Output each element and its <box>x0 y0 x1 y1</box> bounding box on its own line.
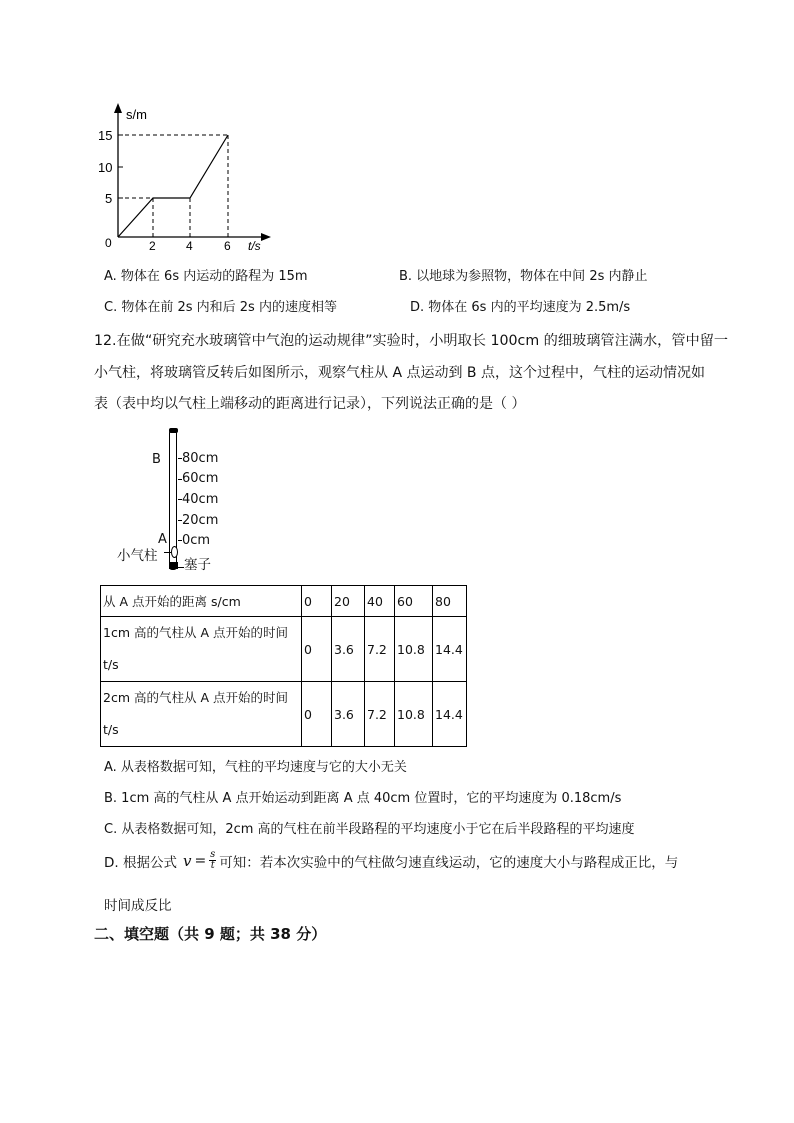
header-2cm-line2: t/s <box>103 722 119 737</box>
point-a-label: A <box>158 532 167 547</box>
mark-60cm: 60cm <box>182 471 219 486</box>
q11-option-a[interactable]: A. 物体在 6s 内运动的路程为 15m <box>104 269 308 284</box>
bubble <box>171 546 178 558</box>
table-cell: 10.8 <box>395 617 433 682</box>
formula-v: v <box>182 851 192 870</box>
table-header-1cm <box>101 617 302 682</box>
x-tick-label-2: 2 <box>149 239 156 253</box>
formula <box>183 850 216 871</box>
table-cell: 3.6 <box>332 682 365 747</box>
table-row-distance <box>101 586 467 617</box>
section-title: 二、填空题（共 9 题；共 38 分） <box>94 925 327 943</box>
table-cell: 10.8 <box>395 682 433 747</box>
q11-option-d[interactable]: D. 物体在 6s 内的平均速度为 2.5m/s <box>410 300 631 315</box>
tube-diagram <box>110 428 240 578</box>
table-header-2cm <box>101 682 302 747</box>
formula-numerator: s <box>210 849 216 860</box>
table-cell: 0 <box>302 586 332 617</box>
header-1cm-line1: 1cm 高的气柱从 A 点开始的时间 <box>103 625 288 640</box>
q12-option-d-line2: 时间成反比 <box>104 898 172 914</box>
x-axis-arrow <box>261 233 271 241</box>
q12-stem-line3: 表（表中均以气柱上端移动的距离进行记录），下列说法正确的是（ ） <box>94 396 526 412</box>
x-axis-label: t/s <box>248 239 261 253</box>
table-cell: 14.4 <box>433 617 467 682</box>
origin-label: 0 <box>105 236 112 250</box>
y-tick-label-15: 15 <box>98 128 113 143</box>
q12-stem-line2: 小气柱，将玻璃管反转后如图所示，观察气柱从 A 点运动到 B 点，这个过程中，气柱的运动情况如 <box>94 365 705 381</box>
table-cell: 40 <box>365 586 395 617</box>
table-cell: 3.6 <box>332 617 365 682</box>
x-tick-label-6: 6 <box>224 239 231 253</box>
q12-option-c[interactable]: C. 从表格数据可知，2cm 高的气柱在前半段路程的平均速度小于它在后半段路程的平均速度 <box>104 822 635 837</box>
table-row-1cm <box>101 617 467 682</box>
stopper-label: 塞子 <box>184 557 211 573</box>
option-d-prefix: D. 根据公式 <box>104 854 177 871</box>
y-tick-label-5: 5 <box>105 191 113 206</box>
bubble-label: 小气柱 <box>117 548 158 564</box>
bubble-data-table <box>100 585 467 747</box>
table-cell: 0 <box>302 617 332 682</box>
table-cell: 60 <box>395 586 433 617</box>
formula-fraction <box>209 850 216 871</box>
header-1cm-line2: t/s <box>103 657 119 672</box>
tube-top-cap <box>169 428 178 433</box>
q11-option-c[interactable]: C. 物体在前 2s 内和后 2s 内的速度相等 <box>104 300 337 315</box>
q12-stem-line1: 12.在做“研究充水玻璃管中气泡的运动规律”实验时，小明取长 100cm 的细玻璃管注满水，管中留一 <box>94 333 729 349</box>
formula-eq: = <box>194 852 207 869</box>
s-t-line <box>118 135 228 237</box>
table-row-2cm <box>101 682 467 747</box>
stopper <box>169 562 178 569</box>
mark-80cm: 80cm <box>182 451 219 466</box>
q11-option-b[interactable]: B. 以地球为参照物，物体在中间 2s 内静止 <box>399 269 648 284</box>
table-cell: 14.4 <box>433 682 467 747</box>
s-t-graph <box>95 95 285 260</box>
mark-20cm: 20cm <box>182 513 219 528</box>
y-axis-arrow <box>114 103 122 113</box>
mark-40cm: 40cm <box>182 492 219 507</box>
mark-0cm: 0cm <box>182 533 211 548</box>
table-cell: 7.2 <box>365 617 395 682</box>
table-cell: 20 <box>332 586 365 617</box>
y-axis-label: s/m <box>126 107 147 122</box>
formula-denominator: t <box>210 860 215 871</box>
table-cell: 7.2 <box>365 682 395 747</box>
table-cell: 80 <box>433 586 467 617</box>
x-tick-label-4: 4 <box>186 239 193 253</box>
header-2cm-line1: 2cm 高的气柱从 A 点开始的时间 <box>103 690 288 705</box>
option-d-suffix: 可知：若本次实验中的气柱做匀速直线运动，它的速度大小与路程成正比，与 <box>219 854 679 871</box>
q12-option-a[interactable]: A. 从表格数据可知，气柱的平均速度与它的大小无关 <box>104 760 407 775</box>
y-tick-label-10: 10 <box>98 160 113 175</box>
bubble-leader <box>164 552 171 553</box>
table-header-distance: 从 A 点开始的距离 s/cm <box>101 586 302 617</box>
table-cell: 0 <box>302 682 332 747</box>
q12-option-d[interactable] <box>104 850 678 871</box>
point-b-label: B <box>152 452 161 467</box>
q12-option-b[interactable]: B. 1cm 高的气柱从 A 点开始运动到距离 A 点 40cm 位置时，它的平均速度为 0.18cm/s <box>104 791 622 806</box>
